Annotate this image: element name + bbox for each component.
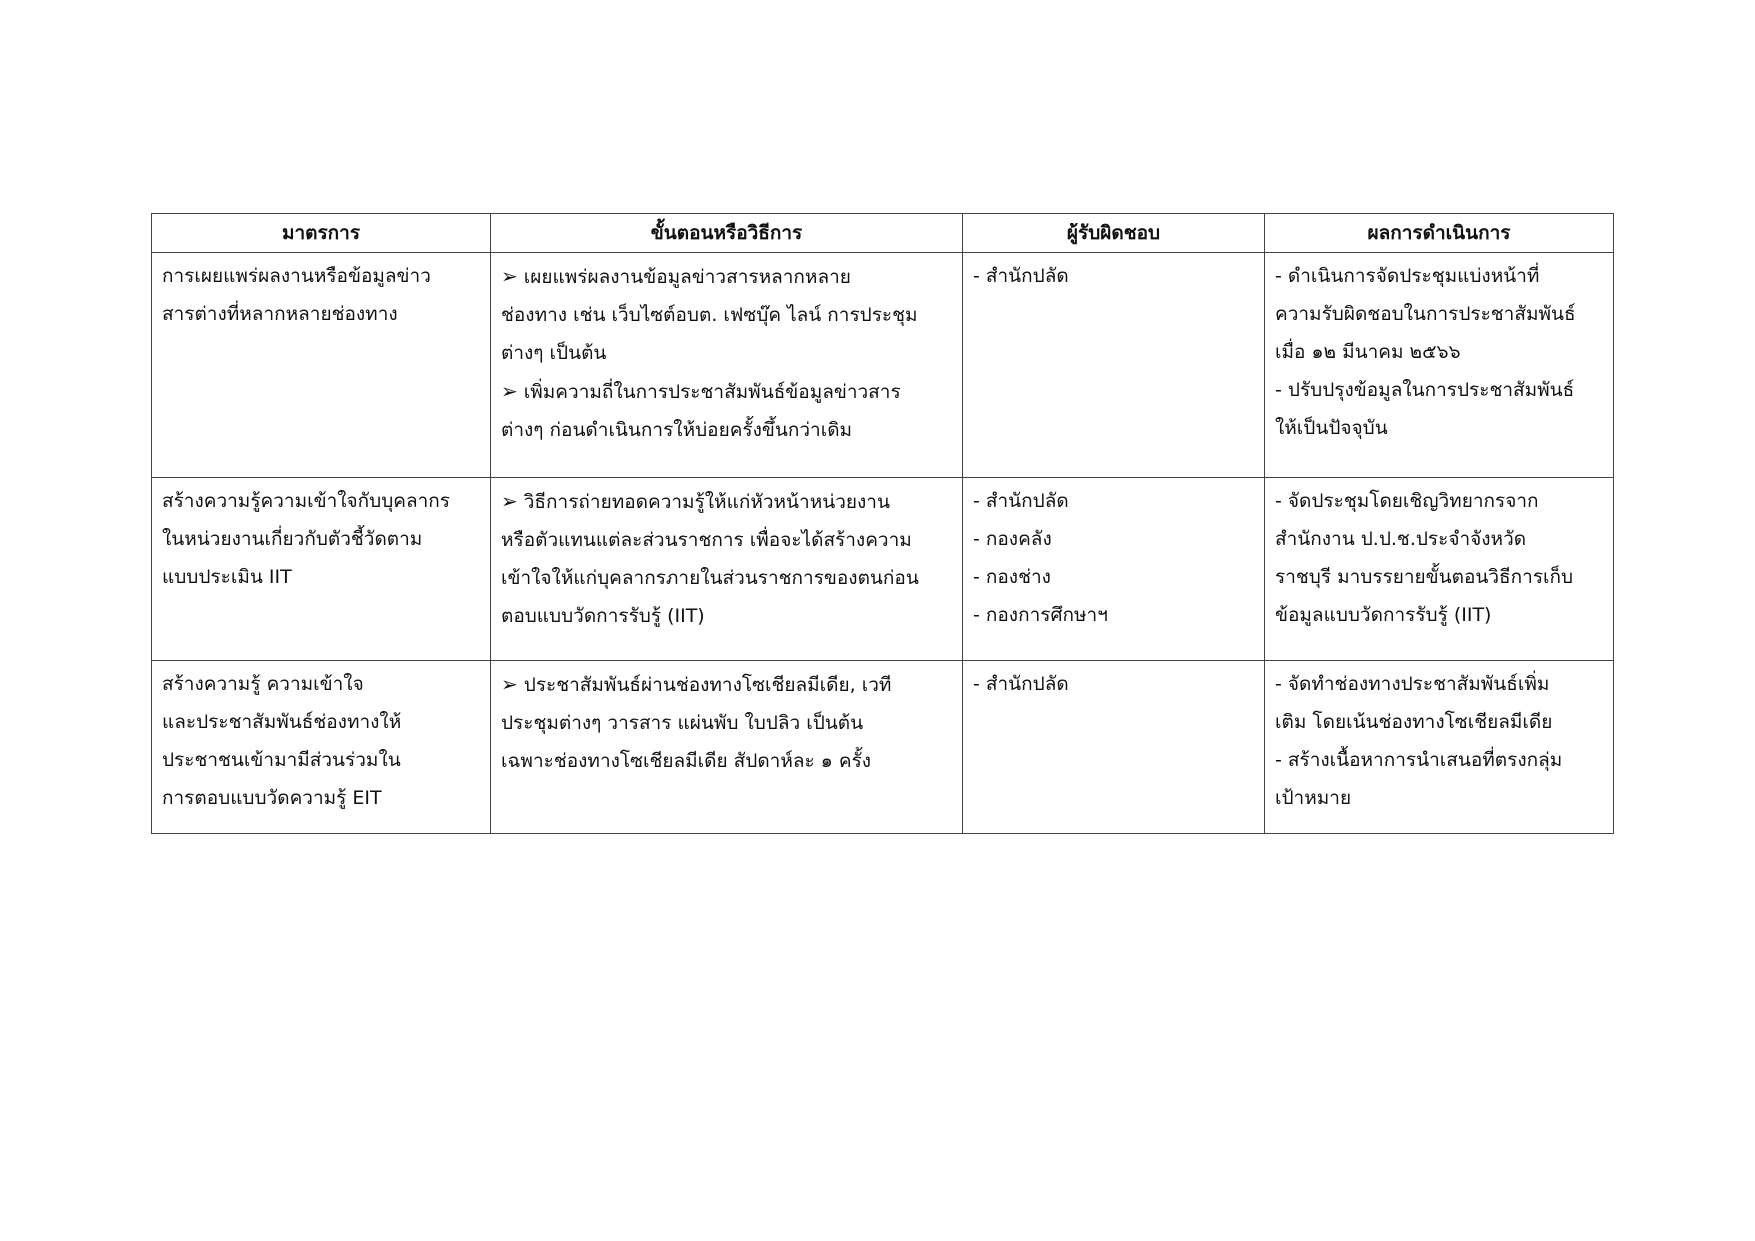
measure-line: การเผยแพร่ผลงานหรือข้อมูลข่าว <box>162 265 431 287</box>
measure-line: ประชาชนเข้ามามีส่วนร่วมใน <box>162 749 401 771</box>
result-line: ข้อมูลแบบวัดการรับรู้ (IIT) <box>1275 604 1492 626</box>
measure-line: สร้างความรู้ความเข้าใจกับบุคลากร <box>162 490 451 512</box>
method-line: ประชาสัมพันธ์ผ่านช่องทางโซเชียลมีเดีย, เวที <box>523 674 892 696</box>
result-line: เติม โดยเน้นช่องทางโซเชียลมีเดีย <box>1275 711 1553 733</box>
cell-method <box>491 478 963 661</box>
header-result: ผลการดำเนินการ <box>1265 214 1614 253</box>
cell-responsible <box>963 478 1265 661</box>
cell-result <box>1265 661 1614 834</box>
method-bullet <box>501 665 952 780</box>
arrow-bullet-icon: ➢ <box>501 489 518 513</box>
result-line: - ดำเนินการจัดประชุมแบ่งหน้าที่ <box>1275 265 1540 287</box>
method-bullet <box>501 482 952 635</box>
result-line: - จัดทำช่องทางประชาสัมพันธ์เพิ่ม <box>1275 673 1550 695</box>
result-line: - จัดประชุมโดยเชิญวิทยากรจาก <box>1275 490 1539 512</box>
table-row <box>152 253 1614 478</box>
cell-result <box>1265 253 1614 478</box>
table-row <box>152 478 1614 661</box>
cell-method <box>491 253 963 478</box>
arrow-bullet-icon: ➢ <box>501 672 518 696</box>
cell-result <box>1265 478 1614 661</box>
arrow-bullet-icon: ➢ <box>501 379 518 403</box>
header-measure: มาตรการ <box>152 214 491 253</box>
responsible-line: - กองคลัง <box>973 528 1052 550</box>
result-line: ความรับผิดชอบในการประชาสัมพันธ์ <box>1275 303 1576 325</box>
measure-line: แบบประเมิน IIT <box>162 566 292 588</box>
responsible-line: - สำนักปลัด <box>973 265 1069 287</box>
responsible-line: - สำนักปลัด <box>973 673 1069 695</box>
method-line: ช่องทาง เช่น เว็บไซต์อบต. เฟซบุ๊ค ไลน์ การประชุม <box>501 304 918 326</box>
method-line: เผยแพร่ผลงานข้อมูลข่าวสารหลากหลาย <box>523 266 851 288</box>
method-line: เพิ่มความถี่ในการประชาสัมพันธ์ข้อมูลข่าวสาร <box>523 381 901 403</box>
result-line: เมื่อ ๑๒ มีนาคม ๒๕๖๖ <box>1275 341 1461 363</box>
method-line: ต่างๆ ก่อนดำเนินการให้บ่อยครั้งขึ้นกว่าเดิม <box>501 419 853 441</box>
result-line: - ปรับปรุงข้อมูลในการประชาสัมพันธ์ <box>1275 379 1575 401</box>
cell-measure <box>152 478 491 661</box>
method-line: เข้าใจให้แก่บุคลากรภายในส่วนราชการของตนก่อน <box>501 567 919 589</box>
result-line: ให้เป็นปัจจุบัน <box>1275 417 1388 439</box>
table-row <box>152 661 1614 834</box>
method-bullet <box>501 257 952 372</box>
result-line: ราชบุรี มาบรรยายขั้นตอนวิธีการเก็บ <box>1275 566 1574 588</box>
cell-responsible <box>963 253 1265 478</box>
table-header-row <box>152 214 1614 253</box>
result-line: เป้าหมาย <box>1275 787 1352 809</box>
cell-measure <box>152 661 491 834</box>
method-line: หรือตัวแทนแต่ละส่วนราชการ เพื่อจะได้สร้างความ <box>501 529 912 551</box>
measures-table <box>151 213 1614 834</box>
method-line: ตอบแบบวัดการรับรู้ (IIT) <box>501 605 705 627</box>
measure-line: สร้างความรู้ ความเข้าใจ <box>162 673 364 695</box>
method-line: ประชุมต่างๆ วารสาร แผ่นพับ ใบปลิว เป็นต้น <box>501 712 864 734</box>
result-line: - สร้างเนื้อหาการนำเสนอที่ตรงกลุ่ม <box>1275 749 1563 771</box>
method-bullet <box>501 372 952 449</box>
measure-line: สารต่างที่หลากหลายช่องทาง <box>162 303 398 325</box>
measure-line: และประชาสัมพันธ์ช่องทางให้ <box>162 711 402 733</box>
result-line: สำนักงาน ป.ป.ช.ประจำจังหวัด <box>1275 528 1527 550</box>
cell-method <box>491 661 963 834</box>
responsible-line: - สำนักปลัด <box>973 490 1069 512</box>
responsible-line: - กองช่าง <box>973 566 1051 588</box>
method-line: เฉพาะช่องทางโซเชียลมีเดีย สัปดาห์ละ ๑ ครั้ง <box>501 750 872 772</box>
header-method: ขั้นตอนหรือวิธีการ <box>491 214 963 253</box>
measure-line: ในหน่วยงานเกี่ยวกับตัวชี้วัดตาม <box>162 528 423 550</box>
measure-line: การตอบแบบวัดความรู้ EIT <box>162 787 382 809</box>
arrow-bullet-icon: ➢ <box>501 264 518 288</box>
header-responsible: ผู้รับผิดชอบ <box>963 214 1265 253</box>
method-line: ต่างๆ เป็นต้น <box>501 342 607 364</box>
cell-responsible <box>963 661 1265 834</box>
method-line: วิธีการถ่ายทอดความรู้ให้แก่หัวหน้าหน่วยงาน <box>523 491 890 513</box>
responsible-line: - กองการศึกษาฯ <box>973 604 1108 626</box>
cell-measure <box>152 253 491 478</box>
